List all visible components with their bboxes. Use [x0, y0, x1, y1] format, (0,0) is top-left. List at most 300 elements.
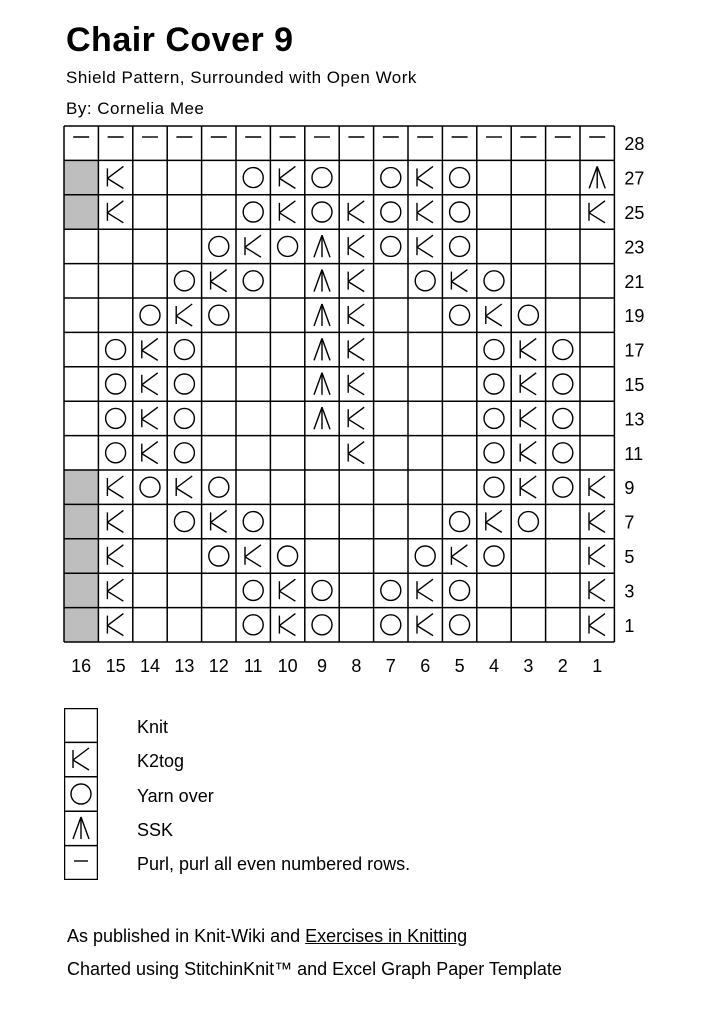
chart-cell	[98, 436, 132, 470]
chart-cell	[64, 229, 98, 263]
chart-cell	[236, 195, 270, 229]
chart-cell	[236, 573, 270, 607]
cell-background	[339, 298, 373, 332]
cell-background	[511, 332, 545, 366]
cell-background	[408, 504, 442, 538]
chart-cell	[477, 126, 511, 160]
chart-cell	[408, 126, 442, 160]
chart-cell	[546, 608, 580, 642]
cell-background	[64, 298, 98, 332]
chart-cell	[442, 539, 476, 573]
chart-cell	[580, 264, 614, 298]
cell-background	[511, 298, 545, 332]
chart-cell	[236, 126, 270, 160]
row-number-label: 13	[624, 409, 645, 430]
cell-background	[374, 504, 408, 538]
cell-background	[236, 608, 270, 642]
cell-background	[270, 126, 304, 160]
cell-background	[339, 539, 373, 573]
cell-background	[167, 229, 201, 263]
chart-cell	[167, 436, 201, 470]
chart-cell	[202, 504, 236, 538]
chart-cell	[580, 298, 614, 332]
chart-cell	[133, 539, 167, 573]
cell-background	[305, 573, 339, 607]
cell-background	[477, 470, 511, 504]
cell-background	[133, 195, 167, 229]
cell-background	[64, 573, 98, 607]
chart-cell	[236, 332, 270, 366]
chart-cell	[236, 298, 270, 332]
cell-background	[133, 229, 167, 263]
chart-cell	[511, 332, 545, 366]
row-number-label: 19	[624, 306, 645, 327]
cell-background	[546, 367, 580, 401]
chart-cell	[339, 332, 373, 366]
cell-background	[511, 195, 545, 229]
cell-background	[202, 608, 236, 642]
cell-background	[580, 539, 614, 573]
cell-background	[374, 470, 408, 504]
cell-background	[442, 195, 476, 229]
chart-cell	[98, 332, 132, 366]
cell-background	[546, 436, 580, 470]
cell-background	[408, 298, 442, 332]
cell-background	[408, 195, 442, 229]
cell-background	[236, 504, 270, 538]
column-number-label: 13	[174, 656, 195, 676]
cell-background	[133, 367, 167, 401]
chart-cell	[374, 195, 408, 229]
chart-cell	[202, 195, 236, 229]
chart-cell	[133, 608, 167, 642]
chart-cell	[202, 367, 236, 401]
chart-cell	[236, 470, 270, 504]
cell-background	[270, 298, 304, 332]
cell-background	[167, 332, 201, 366]
cell-background	[64, 608, 98, 642]
chart-cell	[270, 264, 304, 298]
cell-background	[339, 195, 373, 229]
cell-background	[580, 332, 614, 366]
cell-background	[442, 367, 476, 401]
cell-background	[133, 539, 167, 573]
chart-cell	[98, 126, 132, 160]
cell-background	[442, 126, 476, 160]
chart-cell	[442, 195, 476, 229]
cell-background	[339, 367, 373, 401]
cell-background	[305, 608, 339, 642]
chart-cell	[580, 470, 614, 504]
cell-background	[408, 436, 442, 470]
chart-cell	[511, 195, 545, 229]
cell-background	[477, 608, 511, 642]
cell-background	[133, 573, 167, 607]
chart-cell	[339, 195, 373, 229]
cell-background	[64, 504, 98, 538]
cell-background	[236, 229, 270, 263]
row-number-label: 21	[624, 271, 645, 292]
cell-background	[546, 573, 580, 607]
chart-cell	[167, 160, 201, 194]
cell-background	[511, 264, 545, 298]
cell-background	[236, 195, 270, 229]
cell-background	[546, 264, 580, 298]
cell-background	[408, 608, 442, 642]
cell-background	[546, 470, 580, 504]
chart-cell	[477, 160, 511, 194]
chart-cell	[408, 504, 442, 538]
chart-cell	[305, 195, 339, 229]
cell-background	[202, 573, 236, 607]
chart-cell	[408, 401, 442, 435]
chart-cell	[546, 332, 580, 366]
cell-background	[270, 539, 304, 573]
cell-background	[374, 573, 408, 607]
chart-cell	[374, 367, 408, 401]
chart-cell	[236, 401, 270, 435]
cell-background	[408, 367, 442, 401]
cell-background	[477, 264, 511, 298]
chart-cell	[408, 367, 442, 401]
column-number-label: 4	[488, 656, 500, 676]
cell-background	[167, 470, 201, 504]
chart-cell	[167, 401, 201, 435]
cell-background	[236, 539, 270, 573]
footer-publication-text: As published in Knit-Wiki and	[67, 926, 306, 946]
cell-background	[98, 608, 132, 642]
cell-background	[270, 264, 304, 298]
footer-publication	[67, 924, 467, 948]
chart-cell	[442, 504, 476, 538]
cell-background	[477, 126, 511, 160]
cell-background	[133, 608, 167, 642]
chart-cell	[270, 229, 304, 263]
cell-background	[64, 126, 98, 160]
chart-cell	[580, 229, 614, 263]
chart-cell	[477, 195, 511, 229]
cell-background	[64, 367, 98, 401]
cell-background	[98, 298, 132, 332]
cell-background	[270, 367, 304, 401]
column-number-label: 2	[557, 656, 568, 676]
cell-background	[305, 470, 339, 504]
chart-cell	[270, 160, 304, 194]
cell-background	[133, 160, 167, 194]
chart-cell	[167, 573, 201, 607]
chart-cell	[133, 573, 167, 607]
legend-label-purl: Purl, purl all even numbered rows.	[137, 854, 411, 874]
chart-cell	[442, 332, 476, 366]
cell-background	[98, 367, 132, 401]
exercises-in-knitting-link[interactable]: Exercises in Knitting	[305, 926, 468, 946]
chart-cell	[305, 539, 339, 573]
cell-background	[580, 229, 614, 263]
chart-cell	[374, 160, 408, 194]
cell-background	[408, 126, 442, 160]
cell-background	[408, 573, 442, 607]
chart-cell	[477, 367, 511, 401]
cell-background	[202, 229, 236, 263]
cell-background	[98, 436, 132, 470]
cell-background	[270, 436, 304, 470]
chart-cell	[98, 160, 132, 194]
chart-cell	[133, 436, 167, 470]
chart-cell	[580, 608, 614, 642]
cell-background	[374, 401, 408, 435]
row-number-label: 3	[624, 581, 635, 602]
chart-cell	[64, 160, 98, 194]
chart-cell	[202, 126, 236, 160]
cell-background	[408, 539, 442, 573]
cell-background	[408, 470, 442, 504]
chart-cell	[511, 436, 545, 470]
column-number-label: 8	[351, 656, 362, 676]
chart-cell	[580, 539, 614, 573]
cell-background	[511, 608, 545, 642]
row-number-label: 17	[624, 340, 645, 361]
legend-label-ssk: SSK	[137, 820, 174, 840]
chart-cell	[305, 264, 339, 298]
cell-background	[511, 126, 545, 160]
chart-cell	[408, 229, 442, 263]
cell-background	[339, 160, 373, 194]
cell-background	[477, 195, 511, 229]
chart-cell	[477, 401, 511, 435]
cell-background	[167, 539, 201, 573]
chart-cell	[408, 332, 442, 366]
chart-cell	[546, 195, 580, 229]
cell-background	[374, 195, 408, 229]
cell-background	[339, 264, 373, 298]
chart-cell	[167, 298, 201, 332]
chart-cell	[202, 298, 236, 332]
cell-background	[546, 504, 580, 538]
cell-background	[442, 229, 476, 263]
chart-cell	[408, 195, 442, 229]
column-number-label: 15	[105, 656, 126, 676]
cell-background	[339, 126, 373, 160]
cell-background	[202, 160, 236, 194]
cell-background	[511, 573, 545, 607]
chart-cell	[511, 608, 545, 642]
column-number-label: 7	[385, 656, 396, 676]
cell-background	[580, 608, 614, 642]
chart-cell	[64, 195, 98, 229]
chart-cell	[133, 160, 167, 194]
chart-cell	[167, 229, 201, 263]
cell-background	[64, 229, 98, 263]
chart-cell	[202, 401, 236, 435]
column-number-label: 5	[454, 656, 465, 676]
chart-cell	[270, 608, 304, 642]
column-number-label: 3	[523, 656, 534, 676]
cell-background	[546, 401, 580, 435]
chart-cell	[167, 195, 201, 229]
chart-cell	[580, 332, 614, 366]
chart-cell	[546, 539, 580, 573]
cell-background	[236, 298, 270, 332]
chart-cell	[305, 229, 339, 263]
chart-cell	[339, 436, 373, 470]
cell-background	[580, 573, 614, 607]
cell-background	[98, 195, 132, 229]
cell-background	[442, 298, 476, 332]
chart-cell	[202, 229, 236, 263]
row-number-label: 27	[624, 168, 645, 189]
chart-cell	[408, 608, 442, 642]
cell-background	[305, 539, 339, 573]
row-number-label: 25	[624, 203, 645, 223]
chart-cell	[64, 608, 98, 642]
cell-background	[270, 470, 304, 504]
chart-cell	[511, 298, 545, 332]
chart-cell	[236, 160, 270, 194]
cell-background	[546, 608, 580, 642]
chart-cell	[305, 332, 339, 366]
chart-cell	[98, 539, 132, 573]
cell-background	[64, 436, 98, 470]
cell-background	[580, 264, 614, 298]
chart-cell	[98, 264, 132, 298]
cell-background	[339, 229, 373, 263]
chart-cell	[270, 470, 304, 504]
cell-background	[374, 229, 408, 263]
cell-background	[202, 504, 236, 538]
cell-background	[408, 332, 442, 366]
cell-background	[64, 195, 98, 229]
chart-cell	[477, 573, 511, 607]
chart-cell	[236, 264, 270, 298]
chart-cell	[511, 504, 545, 538]
cell-background	[580, 401, 614, 435]
cell-background	[133, 436, 167, 470]
chart-cell	[98, 298, 132, 332]
cell-background	[133, 264, 167, 298]
chart-cell	[546, 160, 580, 194]
cell-background	[133, 298, 167, 332]
chart-cell	[546, 436, 580, 470]
chart-cell	[305, 298, 339, 332]
cell-background	[167, 367, 201, 401]
chart-cell	[511, 160, 545, 194]
chart-cell	[305, 367, 339, 401]
chart-cell	[442, 229, 476, 263]
column-number-label: 10	[277, 656, 298, 676]
chart-cell	[442, 298, 476, 332]
cell-background	[270, 332, 304, 366]
chart-cell	[305, 436, 339, 470]
column-number-label: 6	[420, 656, 431, 676]
chart-cell	[98, 229, 132, 263]
chart-cell	[133, 367, 167, 401]
cell-background	[167, 160, 201, 194]
cell-background	[270, 195, 304, 229]
chart-cell	[64, 126, 98, 160]
chart-cell	[339, 608, 373, 642]
chart-cell	[374, 504, 408, 538]
cell-background	[167, 436, 201, 470]
cell-background	[408, 160, 442, 194]
chart-cell	[270, 298, 304, 332]
chart-cell	[64, 539, 98, 573]
cell-background	[133, 504, 167, 538]
chart-cell	[580, 195, 614, 229]
chart-cell	[167, 264, 201, 298]
cell-background	[442, 332, 476, 366]
chart-cell	[339, 504, 373, 538]
cell-background	[580, 470, 614, 504]
chart-cell	[442, 160, 476, 194]
chart-cell	[167, 367, 201, 401]
cell-background	[408, 229, 442, 263]
chart-cell	[133, 504, 167, 538]
cell-background	[98, 470, 132, 504]
cell-background	[98, 401, 132, 435]
row-number-label: 23	[624, 237, 645, 258]
chart-cell	[580, 504, 614, 538]
chart-cell	[167, 126, 201, 160]
cell-background	[442, 573, 476, 607]
chart-cell	[408, 539, 442, 573]
cell-background	[236, 436, 270, 470]
cell-background	[236, 332, 270, 366]
cell-background	[477, 160, 511, 194]
cell-background	[236, 401, 270, 435]
cell-background	[477, 367, 511, 401]
row-number-label: 11	[624, 443, 644, 464]
chart-cell	[133, 195, 167, 229]
chart-cell	[133, 470, 167, 504]
chart-cell	[511, 470, 545, 504]
author-line: By: Cornelia Mee	[66, 99, 205, 118]
cell-background	[270, 229, 304, 263]
chart-cell	[374, 573, 408, 607]
chart-cell	[339, 160, 373, 194]
cell-background	[167, 504, 201, 538]
chart-cell	[133, 298, 167, 332]
chart-cell	[408, 470, 442, 504]
legend-symbols	[64, 708, 98, 880]
column-number-label: 12	[208, 656, 229, 676]
chart-cell	[305, 126, 339, 160]
cell-background	[580, 298, 614, 332]
cell-background	[580, 436, 614, 470]
chart-cell	[202, 539, 236, 573]
cell-background	[98, 229, 132, 263]
chart-cell	[98, 195, 132, 229]
cell-background	[167, 264, 201, 298]
cell-background	[477, 539, 511, 573]
cell-background	[64, 539, 98, 573]
chart-cell	[477, 264, 511, 298]
cell-background	[374, 332, 408, 366]
chart-cell	[511, 539, 545, 573]
chart-cell	[64, 470, 98, 504]
cell-background	[580, 367, 614, 401]
cell-background	[270, 160, 304, 194]
cell-background	[305, 504, 339, 538]
cell-background	[133, 126, 167, 160]
cell-background	[270, 573, 304, 607]
cell-background	[580, 504, 614, 538]
cell-background	[98, 539, 132, 573]
chart-cell	[477, 504, 511, 538]
chart-cell	[339, 298, 373, 332]
column-number-label: 16	[71, 656, 92, 676]
cell-background	[511, 539, 545, 573]
row-number-label: 5	[624, 547, 635, 567]
